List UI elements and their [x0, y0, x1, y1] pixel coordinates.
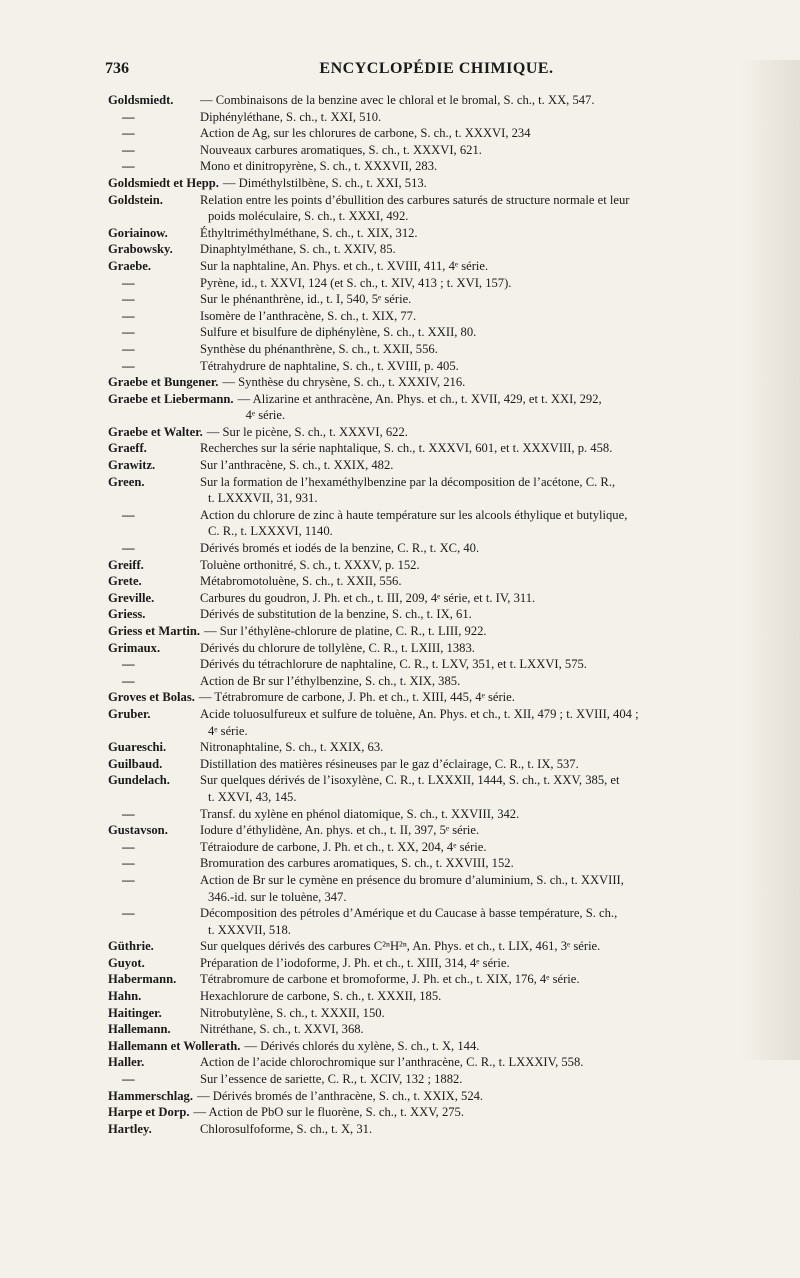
entry-reference-continuation: 4ᵉ série. — [245, 408, 286, 423]
entry-reference — [200, 971, 770, 988]
entry-reference — [197, 1088, 770, 1105]
bibliography-entry — [108, 1121, 770, 1138]
bibliography-entry — [108, 756, 770, 773]
entry-author: Hammerschlag. — [108, 1088, 193, 1103]
bibliography-entry — [108, 1005, 770, 1022]
entry-reference-continuation: 4ᵉ série. — [208, 723, 248, 738]
entry-reference-continuation: t. LXXXVII, 31, 931. — [208, 491, 318, 506]
bibliography-entry — [108, 341, 770, 358]
entry-reference — [200, 673, 770, 690]
entry-author: — — [122, 109, 135, 124]
bibliography-entry — [108, 640, 770, 657]
entry-reference-text: Sur quelques dérivés des carbures C²ⁿH²ⁿ, An. Phys. et ch., t. LIX, 461, 3ᵉ série. — [200, 939, 601, 954]
entry-reference-text: Dérivés du chlorure de tollylène, C. R., t. LXIII, 1383. — [200, 640, 475, 655]
entry-reference — [200, 656, 770, 673]
bibliography-entry — [108, 358, 770, 375]
running-head: ENCYCLOPÉDIE CHIMIQUE. — [319, 60, 554, 77]
entry-reference-text: Nouveaux carbures aromatiques, S. ch., t. XXXVI, 621. — [200, 142, 482, 157]
entry-reference — [200, 92, 770, 109]
entry-author: Guareschi. — [108, 740, 167, 755]
entry-reference — [200, 258, 770, 275]
bibliography-entry — [108, 706, 770, 739]
entry-reference — [200, 606, 770, 623]
entry-reference — [200, 507, 770, 540]
entry-author: Guyot. — [108, 955, 145, 970]
entry-reference — [200, 142, 770, 159]
bibliography-entry — [108, 241, 770, 258]
entry-reference — [222, 374, 770, 391]
entry-reference — [200, 225, 770, 242]
entry-reference — [200, 275, 770, 292]
entry-author: Hartley. — [108, 1121, 152, 1136]
entry-author: — — [122, 906, 135, 921]
entry-reference-text: — Alizarine et anthracène, An. Phys. et ch., t. XVII, 429, et t. XXI, 292, — [237, 391, 602, 406]
entry-reference-text: Nitronaphtaline, S. ch., t. XXIX, 63. — [200, 740, 384, 755]
entry-reference-text: Métabromotoluène, S. ch., t. XXII, 556. — [200, 574, 402, 589]
bibliography-entry — [108, 125, 770, 142]
bibliography-entry — [108, 109, 770, 126]
entry-reference — [200, 457, 770, 474]
bibliography-entry — [108, 855, 770, 872]
entry-reference-text: Pyrène, id., t. XXVI, 124 (et S. ch., t. XIV, 413 ; t. XVI, 157). — [200, 275, 512, 290]
entry-author: Graebe et Bungener. — [108, 375, 219, 390]
entry-reference-text: Synthèse du phénanthrène, S. ch., t. XXII, 556. — [200, 341, 438, 356]
entry-author: Griess et Martin. — [108, 624, 200, 638]
bibliography-entry — [108, 424, 770, 441]
entry-author: Greville. — [108, 590, 155, 605]
bibliography-entry — [108, 142, 770, 159]
entry-reference — [200, 706, 770, 739]
entry-reference — [200, 573, 770, 590]
entry-reference-text: Tétrahydrure de naphtaline, S. ch., t. XVIII, p. 405. — [200, 358, 459, 373]
entry-reference — [200, 324, 770, 341]
bibliography-entry — [108, 839, 770, 856]
entry-reference-text: Recherches sur la série naphtalique, S. ch., t. XXXVI, 601, et t. XXXVIII, p. 458. — [200, 441, 613, 456]
entry-author: Grete. — [108, 574, 142, 589]
entry-reference — [200, 855, 770, 872]
entry-reference — [200, 1071, 770, 1088]
page-header — [105, 60, 768, 86]
entry-reference-text: — Sur l’éthylène-chlorure de platine, C. R., t. LIII, 922. — [203, 624, 487, 638]
entry-reference-text: Décomposition des pétroles d’Amérique et du Caucase à basse température, S. ch., — [200, 906, 618, 921]
entry-reference-text: — Sur le picène, S. ch., t. XXXVI, 622. — [206, 424, 408, 439]
bibliography-entry — [108, 822, 770, 839]
entry-author: — — [122, 541, 135, 556]
entry-reference-continuation: 346.-id. sur le toluène, 347. — [208, 889, 347, 904]
entry-reference-text: — Diméthylstilbène, S. ch., t. XXI, 513. — [222, 175, 427, 190]
entry-reference-text: Action de Ag, sur les chlorures de carbone, S. ch., t. XXXVI, 234 — [200, 126, 531, 141]
entry-reference-continuation: C. R., t. LXXXVI, 1140. — [208, 524, 333, 539]
entry-author: — — [122, 1072, 135, 1087]
entry-reference — [200, 474, 770, 507]
entry-reference-text: Transf. du xylène en phénol diatomique, S. ch., t. XXVIII, 342. — [200, 806, 520, 821]
entry-reference-text: Relation entre les points d’ébullition des carbures saturés de structure normale et leur — [200, 192, 630, 207]
entry-reference-text: Sur l’anthracène, S. ch., t. XXIX, 482. — [200, 458, 394, 473]
entry-reference-text: Sur la formation de l’hexaméthylbenzine par la décomposition de l’acétone, C. R., — [200, 474, 616, 489]
bibliography-entry — [108, 291, 770, 308]
entry-author: Hahn. — [108, 989, 142, 1004]
bibliography-entry — [108, 225, 770, 242]
bibliography-entry — [108, 175, 770, 192]
entry-reference-text: Sur l’essence de sariette, C. R., t. XCIV, 132 ; 1882. — [200, 1072, 463, 1087]
entry-reference — [200, 756, 770, 773]
entry-reference — [200, 1021, 770, 1038]
entry-author: Goldsmiedt et Hepp. — [108, 175, 219, 190]
entry-reference-text: Toluène orthonitré, S. ch., t. XXXV, p. 152. — [200, 557, 420, 572]
entry-reference-text: Acide toluosulfureux et sulfure de toluène, An. Phys. et ch., t. XII, 479 ; t. XVIII, 404 ; — [200, 706, 639, 721]
entry-author: — — [122, 308, 135, 323]
entry-reference — [200, 1121, 770, 1138]
entry-reference-text: Iodure d’éthylidène, An. phys. et ch., t. II, 397, 5ᵉ série. — [200, 823, 480, 838]
entry-reference — [204, 623, 770, 640]
bibliography-entry — [108, 739, 770, 756]
entry-author: Hallemann. — [108, 1022, 171, 1037]
entry-reference-text: Nitréthane, S. ch., t. XXVI, 368. — [200, 1022, 364, 1037]
bibliography-list — [108, 92, 770, 1137]
entry-reference — [200, 125, 770, 142]
bibliography-entry — [108, 1088, 770, 1105]
bibliography-entry — [108, 806, 770, 823]
entry-reference-text: Dérivés bromés et iodés de la benzine, C. R., t. XC, 40. — [200, 541, 480, 556]
bibliography-entry — [108, 573, 770, 590]
bibliography-entry — [108, 540, 770, 557]
entry-reference-text: Mono et dinitropyrène, S. ch., t. XXXVII, 283. — [200, 159, 438, 174]
entry-reference — [200, 822, 770, 839]
entry-author: — — [122, 126, 135, 141]
bibliography-entry — [108, 1054, 770, 1071]
entry-author: — — [122, 275, 135, 290]
page-number: 736 — [105, 60, 129, 77]
entry-reference-text: — Dérivés chlorés du xylène, S. ch., t. X, 144. — [244, 1038, 480, 1053]
entry-author: Grimaux. — [108, 640, 161, 655]
entry-reference — [200, 158, 770, 175]
bibliography-entry — [108, 158, 770, 175]
entry-reference — [200, 590, 770, 607]
entry-reference-text: Éthyltriméthylméthane, S. ch., t. XIX, 312. — [200, 225, 418, 240]
entry-reference-text: — Dérivés bromés de l’anthracène, S. ch., t. XXIX, 524. — [197, 1088, 484, 1103]
entry-reference — [200, 540, 770, 557]
bibliography-entry — [108, 1104, 770, 1121]
entry-author: Güthrie. — [108, 939, 154, 954]
entry-reference-text: Action de Br sur l’éthylbenzine, S. ch., t. XIX, 385. — [200, 673, 461, 688]
entry-author: Graebe. — [108, 258, 152, 273]
bibliography-entry — [108, 988, 770, 1005]
entry-reference — [200, 440, 770, 457]
entry-author: Goldsmiedt. — [108, 93, 174, 107]
entry-author: Green. — [108, 474, 145, 489]
bibliography-entry — [108, 772, 770, 805]
bibliography-entry — [108, 474, 770, 507]
entry-reference — [200, 308, 770, 325]
entry-reference-text: Carbures du goudron, J. Ph. et ch., t. III, 209, 4ᵉ série, et t. IV, 311. — [200, 590, 536, 605]
bibliography-entry — [108, 590, 770, 607]
bibliography-entry — [108, 275, 770, 292]
entry-author: — — [122, 358, 135, 373]
entry-reference — [200, 557, 770, 574]
entry-author: Graebe et Liebermann. — [108, 391, 234, 406]
entry-author: Goldstein. — [108, 192, 163, 207]
bibliography-entry — [108, 440, 770, 457]
entry-reference — [200, 241, 770, 258]
bibliography-entry — [108, 955, 770, 972]
entry-reference — [200, 839, 770, 856]
entry-reference-text: Action du chlorure de zinc à haute température sur les alcools éthylique et butylique, — [200, 507, 628, 522]
entry-author: — — [122, 839, 135, 854]
entry-reference-continuation: poids moléculaire, S. ch., t. XXXI, 492. — [208, 209, 409, 224]
bibliography-entry — [108, 606, 770, 623]
entry-author: — — [122, 856, 135, 871]
bibliography-entry — [108, 1071, 770, 1088]
bibliography-entry — [108, 324, 770, 341]
entry-author: Grabowsky. — [108, 242, 173, 257]
entry-reference — [200, 1054, 770, 1071]
entry-author: — — [122, 872, 135, 887]
entry-reference — [238, 391, 770, 424]
entry-reference-text: Distillation des matières résineuses par le gaz d’éclairage, C. R., t. IX, 537. — [200, 756, 579, 771]
entry-author: Graeff. — [108, 441, 147, 456]
entry-author: — — [122, 159, 135, 174]
entry-reference — [200, 358, 770, 375]
entry-reference-text: Sur le phénanthrène, id., t. I, 540, 5ᵉ série. — [200, 292, 412, 307]
bibliography-entry — [108, 971, 770, 988]
entry-author: Grawitz. — [108, 458, 156, 473]
entry-reference — [200, 341, 770, 358]
entry-reference-text: Dérivés de substitution de la benzine, S. ch., t. IX, 61. — [200, 607, 472, 622]
bibliography-entry — [108, 391, 770, 424]
bibliography-entry — [108, 656, 770, 673]
entry-author: — — [122, 325, 135, 340]
entry-reference-continuation: t. XXXVII, 518. — [208, 922, 291, 937]
entry-reference-text: Chlorosulfoforme, S. ch., t. X, 31. — [200, 1121, 373, 1136]
entry-reference-text: Action de l’acide chlorochromique sur l’anthracène, C. R., t. LXXXIV, 558. — [200, 1055, 584, 1070]
entry-author: Greiff. — [108, 557, 144, 572]
entry-reference-text: — Combinaisons de la benzine avec le chloral et le bromal, S. ch., t. XX, 547. — [200, 93, 595, 107]
entry-reference-text: — Tétrabromure de carbone, J. Ph. et ch., t. XIII, 445, 4ᵉ série. — [198, 690, 515, 705]
entry-reference — [200, 988, 770, 1005]
entry-author: — — [122, 142, 135, 157]
entry-reference-text: Sur quelques dérivés de l’isoxylène, C. R., t. LXXXII, 1444, S. ch., t. XXV, 385, et — [200, 773, 620, 788]
entry-reference-text: Diphényléthane, S. ch., t. XXI, 510. — [200, 109, 382, 124]
entry-author: Gustavson. — [108, 823, 168, 838]
bibliography-entry — [108, 1038, 770, 1055]
entry-reference — [200, 739, 770, 756]
entry-reference — [200, 291, 770, 308]
entry-reference — [244, 1038, 770, 1055]
entry-reference-text: Action de Br sur le cymène en présence du bromure d’aluminium, S. ch., t. XXVIII, — [200, 872, 624, 887]
entry-author: Goriainow. — [108, 225, 168, 240]
bibliography-entry — [108, 673, 770, 690]
entry-author: Guilbaud. — [108, 756, 163, 771]
entry-reference-text: Isomère de l’anthracène, S. ch., t. XIX, 77. — [200, 308, 417, 323]
entry-reference — [200, 640, 770, 657]
entry-author: Habermann. — [108, 972, 177, 987]
entry-reference-text: Dérivés du tétrachlorure de naphtaline, C. R., t. LXV, 351, et t. LXXVI, 575. — [200, 657, 587, 672]
bibliography-entry — [108, 92, 770, 109]
entry-reference — [200, 192, 770, 225]
entry-reference-text: Hexachlorure de carbone, S. ch., t. XXXII, 185. — [200, 989, 442, 1004]
entry-author: Hallemann et Wollerath. — [108, 1038, 241, 1053]
entry-author: — — [122, 657, 135, 672]
bibliography-entry — [108, 623, 770, 640]
bibliography-entry — [108, 689, 770, 706]
bibliography-entry — [108, 872, 770, 905]
bibliography-entry — [108, 905, 770, 938]
entry-reference — [200, 806, 770, 823]
entry-reference — [199, 689, 770, 706]
entry-author: Griess. — [108, 607, 146, 622]
entry-reference-text: Préparation de l’iodoforme, J. Ph. et ch., t. XIII, 314, 4ᵉ série. — [200, 955, 510, 970]
entry-reference — [200, 1005, 770, 1022]
entry-reference — [200, 955, 770, 972]
entry-reference-text: Tétraiodure de carbone, J. Ph. et ch., t. XX, 204, 4ᵉ série. — [200, 839, 487, 854]
entry-reference — [200, 872, 770, 905]
entry-author: — — [122, 341, 135, 356]
entry-reference-text: Tétrabromure de carbone et bromoforme, J. Ph. et ch., t. XIX, 176, 4ᵉ série. — [200, 972, 580, 987]
entry-reference — [200, 905, 770, 938]
entry-reference-text: Bromuration des carbures aromatiques, S. ch., t. XXVIII, 152. — [200, 856, 514, 871]
bibliography-entry — [108, 374, 770, 391]
bibliography-entry — [108, 507, 770, 540]
entry-author: Graebe et Walter. — [108, 424, 203, 439]
bibliography-entry — [108, 258, 770, 275]
entry-author: Haitinger. — [108, 1005, 162, 1020]
entry-reference — [223, 175, 770, 192]
bibliography-entry — [108, 938, 770, 955]
entry-reference-text: Nitrobutylène, S. ch., t. XXXII, 150. — [200, 1005, 385, 1020]
entry-reference-text: — Synthèse du chrysène, S. ch., t. XXXIV, 216. — [222, 375, 466, 390]
entry-reference — [207, 424, 770, 441]
entry-author: Harpe et Dorp. — [108, 1105, 190, 1120]
bibliography-entry — [108, 1021, 770, 1038]
entry-author: Gundelach. — [108, 773, 170, 788]
entry-reference-text: Dinaphtylméthane, S. ch., t. XXIV, 85. — [200, 242, 396, 257]
entry-author: Groves et Bolas. — [108, 690, 195, 705]
entry-author: — — [122, 507, 135, 522]
bibliography-entry — [108, 308, 770, 325]
entry-reference — [200, 109, 770, 126]
entry-reference — [200, 938, 770, 955]
entry-author: — — [122, 806, 135, 821]
entry-reference — [194, 1104, 771, 1121]
entry-author: Haller. — [108, 1055, 145, 1070]
bibliography-entry — [108, 457, 770, 474]
entry-author: — — [122, 292, 135, 307]
entry-reference — [200, 772, 770, 805]
entry-reference-text: Sulfure et bisulfure de diphénylène, S. ch., t. XXII, 80. — [200, 325, 477, 340]
bibliography-entry — [108, 192, 770, 225]
entry-reference-continuation: t. XXVI, 43, 145. — [208, 789, 297, 804]
entry-reference-text: Sur la naphtaline, An. Phys. et ch., t. XVIII, 411, 4ᵉ série. — [200, 258, 489, 273]
entry-author: — — [122, 673, 135, 688]
bibliography-entry — [108, 557, 770, 574]
entry-reference-text: — Action de PbO sur le fluorène, S. ch., t. XXV, 275. — [193, 1105, 465, 1120]
entry-author: Gruber. — [108, 706, 151, 721]
